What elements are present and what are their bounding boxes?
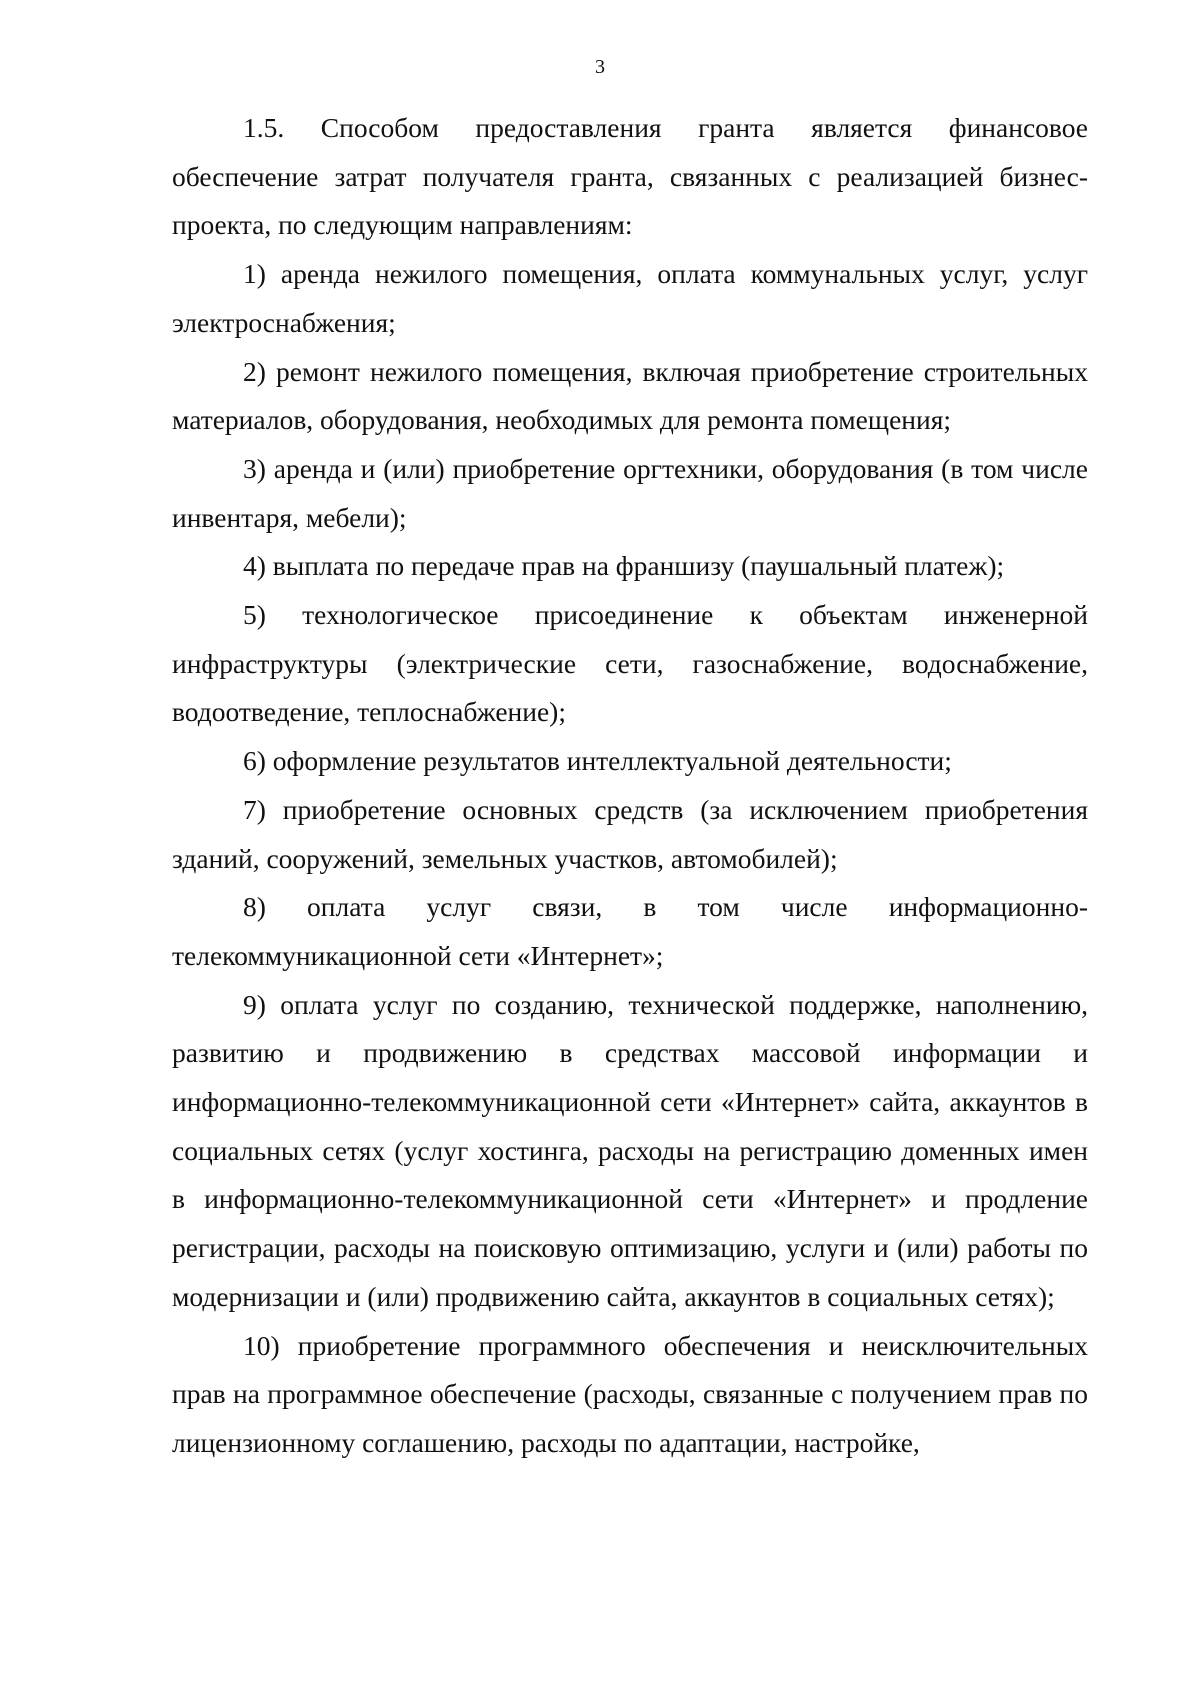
list-item-5: 5) технологическое присоединение к объектам инженерной инфраструктуры (электрические сети, газоснабжение, водоснабжение, водоотведение, теплоснабжение); <box>172 599 1088 728</box>
list-item-2: 2) ремонт нежилого помещения, включая приобретение строительных материалов, оборудования, необходимых для ремонта помещения; <box>172 355 1088 436</box>
list-item-9: 9) оплата услуг по созданию, технической поддержке, наполнению, развитию и продвижению в средствах массовой информации и информационно-телекоммуникационной сети «Интернет» сайта, аккаунтов в социальных сетях (услуг хостинга, расходы на регистрацию доменных имен в информационно-телекоммуникационной сети «Интернет» и продление регистрации, расходы на поисковую оптимизацию, услуги и (или) работы по модернизации и (или) продвижению сайта, аккаунтов в социальных сетях); <box>172 988 1088 1312</box>
list-item-6: 6) оформление результатов интеллектуальной деятельности; <box>243 745 952 777</box>
list-item-7: 7) приобретение основных средств (за исключением приобретения зданий, сооружений, земельных участков, автомобилей); <box>172 793 1088 874</box>
list-item-1: 1) аренда нежилого помещения, оплата коммунальных услуг, услуг электроснабжения; <box>172 258 1088 338</box>
page-number: 3 <box>595 56 605 78</box>
list-item-3: 3) аренда и (или) приобретение оргтехники, оборудования (в том числе инвентаря, мебели); <box>172 452 1088 533</box>
list-item-4: 4) выплата по передаче прав на франшизу (паушальный платеж); <box>243 550 1005 582</box>
paragraph-1-5: 1.5. Способом предоставления гранта является финансовое обеспечение затрат получателя гранта, связанных с реализацией бизнес-проекта, по следующим направлениям: <box>172 112 1088 241</box>
list-item-10: 10) приобретение программного обеспечения и неисключительных прав на программное обеспечение (расходы, связанные с получением прав по лицензионному соглашению, расходы по адаптации, настройке, <box>172 1329 1088 1458</box>
document-body <box>172 104 1088 1468</box>
list-item-8: 8) оплата услуг связи, в том числе информационно-телекоммуникационной сети «Интернет»; <box>172 891 1088 971</box>
